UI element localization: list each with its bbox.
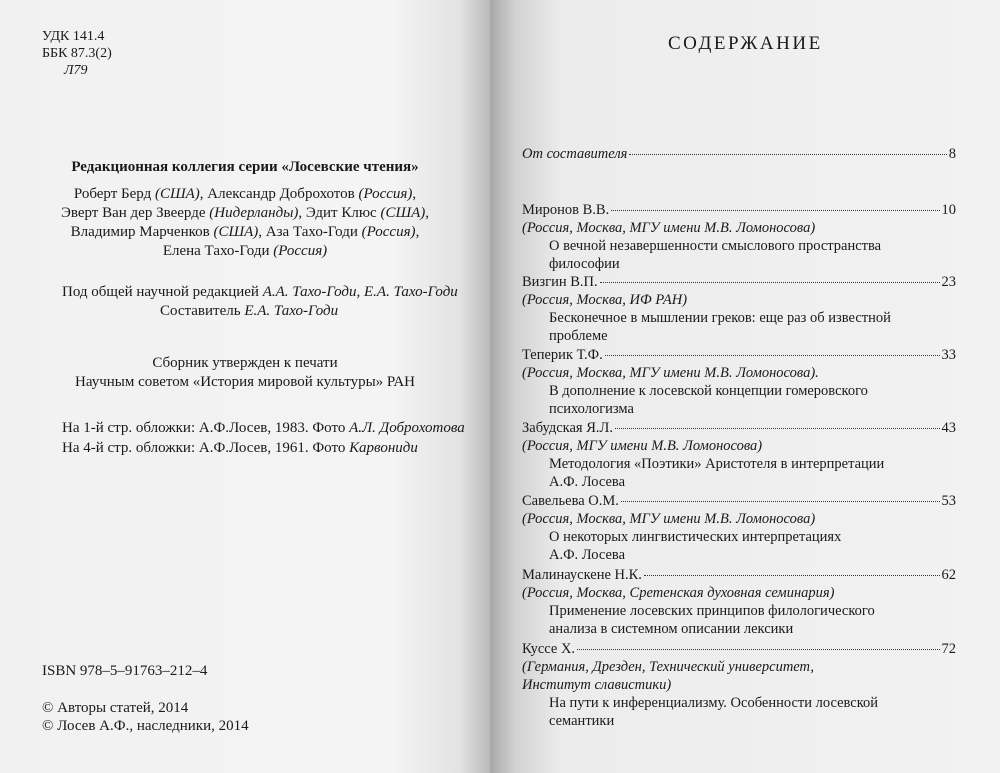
toc-title-line: О вечной незавершенности смыслового пространства <box>549 238 882 254</box>
toc-entry-from-compiler <box>522 145 956 163</box>
toc-title-line: На пути к инференциализму. Особенности лосевской <box>549 695 879 711</box>
toc-title-line: Методология «Поэтики» Аристотеля в интерпретации <box>549 456 885 472</box>
toc-entry <box>522 566 956 638</box>
toc-author: Миронов В.В. <box>522 202 610 218</box>
toc-entry <box>522 419 956 491</box>
dot-leader <box>600 282 940 283</box>
udk-code: УДК 141.4 <box>42 29 105 44</box>
general-editors: Под общей научной редакцией А.А. Тахо-Годи, Е.А. Тахо-Годи <box>62 284 458 300</box>
toc-affiliation: (Россия, Москва, ИФ РАН) <box>522 292 688 308</box>
toc-title-line: В дополнение к лосевской концепции гомеровского <box>549 383 868 399</box>
bbk-code: ББК 87.3(2) <box>42 46 112 61</box>
toc-entry <box>522 346 956 418</box>
toc-affiliation: (Россия, Москва, МГУ имени М.В. Ломоносова) <box>522 220 816 236</box>
toc-affiliation: (Россия, Москва, МГУ имени М.В. Ломоносова). <box>522 365 819 381</box>
toc-entry <box>522 273 956 345</box>
toc-author: Теперик Т.Ф. <box>522 347 603 363</box>
toc-entry-label: От составителя <box>522 146 628 162</box>
members-line: Владимир Марченков (США), Аза Тахо-Годи (Россия), <box>70 224 420 240</box>
compiler: Составитель Е.А. Тахо-Годи <box>160 303 339 319</box>
board-title: Редакционная коллегия серии «Лосевские чтения» <box>71 159 419 175</box>
approval-note: Сборник утвержден к печати Научным советом «История мировой культуры» РАН <box>75 355 415 390</box>
toc-title-line: Применение лосевских принципов филологического <box>549 603 875 619</box>
toc-author: Визгин В.П. <box>522 274 598 290</box>
toc-author: Забудская Я.Л. <box>522 420 613 436</box>
toc-entry <box>522 640 956 730</box>
toc-page-number: 33 <box>941 347 956 363</box>
dot-leader <box>644 575 940 576</box>
toc-title-line: О некоторых лингвистических интерпретациях <box>549 529 842 545</box>
dot-leader <box>629 154 946 155</box>
toc-affiliation: (Германия, Дрезден, Технический университет, <box>522 659 815 675</box>
toc-affiliation: (Россия, МГУ имени М.В. Ломоносова) <box>522 438 763 454</box>
toc-title-line: философии <box>549 256 620 272</box>
isbn: ISBN 978–5–91763–212–4 <box>42 663 208 679</box>
author-mark: Л79 <box>64 63 88 78</box>
toc-author: Савельева О.М. <box>522 493 619 509</box>
toc-affiliation: (Россия, Москва, Сретенская духовная семинария) <box>522 585 835 601</box>
cover1-credit: На 1-й стр. обложки: А.Ф.Лосев, 1983. Фото А.Л. Доброхотова <box>62 420 465 436</box>
toc-entry <box>522 201 956 273</box>
toc-title-line: А.Ф. Лосева <box>549 547 626 563</box>
members-line: Роберт Берд (США), Александр Доброхотов (Россия), <box>73 186 417 202</box>
toc-affiliation: Институт славистики) <box>522 677 672 693</box>
toc-title-line: А.Ф. Лосева <box>549 474 626 490</box>
dot-leader <box>621 501 940 502</box>
toc-author: Куссе Х. <box>522 641 576 657</box>
toc-affiliation: (Россия, Москва, МГУ имени М.В. Ломоносова) <box>522 511 816 527</box>
toc-title-line: проблеме <box>549 328 608 344</box>
toc-page-number: 10 <box>941 202 956 218</box>
toc-entry <box>522 492 956 564</box>
toc-page-number: 43 <box>941 420 956 436</box>
toc-title-line: Бесконечное в мышлении греков: еще раз об известной <box>549 310 891 326</box>
toc-title-line: анализа в системном описании лексики <box>549 621 794 637</box>
toc-heading: СОДЕРЖАНИЕ <box>668 33 823 54</box>
members-line: Эверт Ван дер Звеерде (Нидерланды), Эдит Клюс (США), <box>60 205 430 221</box>
toc-page-number: 23 <box>941 274 956 290</box>
copyright-block: © Авторы статей, 2014 © Лосев А.Ф., наследники, 2014 <box>42 700 249 734</box>
toc-title-line: психологизма <box>549 401 634 417</box>
toc-page-number: 8 <box>948 146 956 162</box>
toc-title-line: семантики <box>549 713 615 729</box>
toc-page-number: 62 <box>941 567 956 583</box>
toc-page-number: 53 <box>941 493 956 509</box>
members-line: Елена Тахо-Годи (Россия) <box>162 243 328 259</box>
toc-page-number: 72 <box>941 641 956 657</box>
dot-leader <box>611 210 939 211</box>
dot-leader <box>605 355 940 356</box>
cover4-credit: На 4-й стр. обложки: А.Ф.Лосев, 1961. Фото Карвониди <box>62 440 418 456</box>
toc-author: Малинаускене Н.К. <box>522 567 642 583</box>
dot-leader <box>577 649 939 650</box>
dot-leader <box>615 428 940 429</box>
